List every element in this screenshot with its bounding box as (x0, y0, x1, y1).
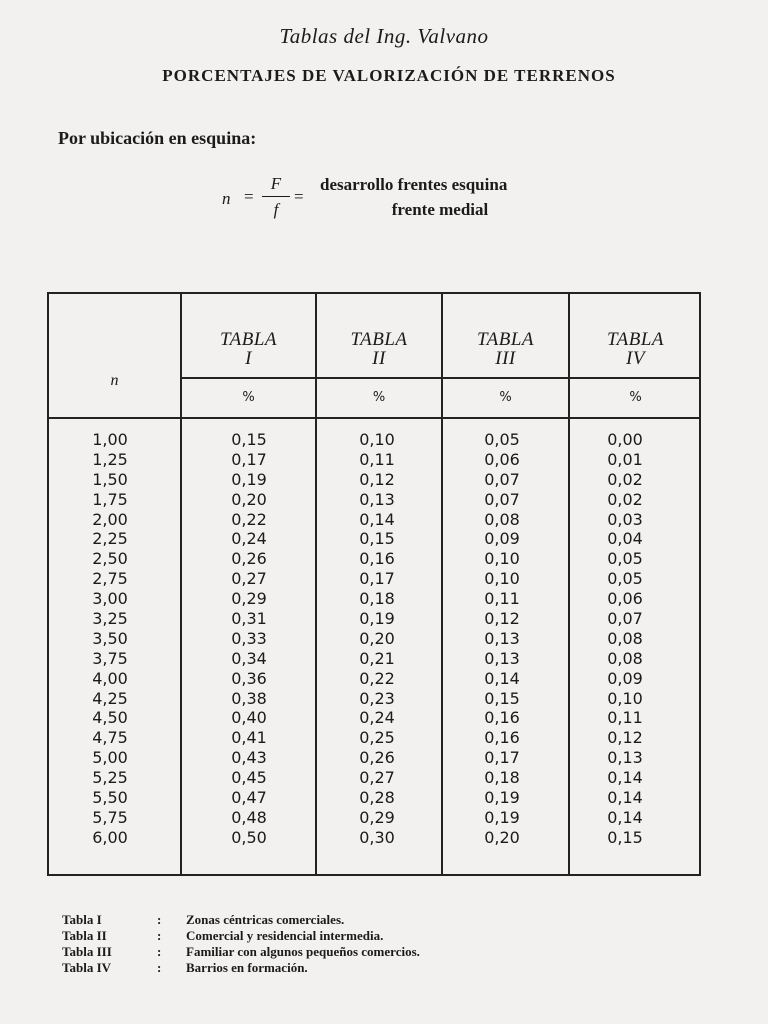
table-cell: 1,00 (92, 430, 128, 449)
table-cell: 2,00 (92, 509, 128, 529)
table-cell: 0,13 (359, 489, 395, 509)
table-cell: 0,18 (359, 589, 395, 609)
legend-separator: : (157, 960, 162, 975)
section-label: Por ubicación en esquina: (58, 128, 257, 148)
table-cell: 0,18 (484, 768, 520, 788)
table-cell: 0,17 (484, 748, 520, 768)
table-cell: 0,24 (359, 708, 395, 728)
table-cell: 0,12 (359, 469, 395, 489)
formula-description-top: desarrollo frentes esquina (320, 175, 508, 194)
formula-equals-2: = (294, 187, 304, 206)
table-cell: 4,50 (92, 708, 128, 728)
table-cell: 0,47 (231, 788, 267, 808)
table-cell: 0,19 (231, 469, 267, 489)
table-cell: 0,17 (359, 569, 395, 589)
table-cell: 0,41 (231, 728, 267, 748)
table-cell: 0,00 (607, 430, 643, 449)
table-cell: 0,38 (231, 688, 267, 708)
column-header-tabla-4: TABLA IV (606, 329, 665, 369)
table-cell: 0,17 (231, 449, 267, 469)
table-cell: 2,50 (92, 549, 128, 569)
table-cell: 0,14 (484, 668, 520, 688)
table-cell: 0,29 (359, 807, 395, 827)
table-cell: 0,26 (359, 748, 395, 768)
table-cell: 0,08 (607, 648, 643, 668)
table-cell: 0,06 (484, 449, 520, 469)
column-header-tabla-3: TABLA III (476, 329, 535, 369)
formula-fraction (262, 174, 290, 220)
table-cell: 0,26 (231, 549, 267, 569)
legend-separator: : (157, 912, 162, 927)
formula-denominator: f (273, 200, 279, 219)
table-cell: 0,06 (607, 589, 643, 609)
table-cell: 0,12 (607, 728, 643, 748)
table-cell: 0,10 (484, 549, 520, 569)
table-cell: 3,00 (92, 589, 128, 609)
valuation-table (47, 292, 701, 876)
table-cell: 0,27 (231, 569, 267, 589)
table-cell: 0,27 (359, 768, 395, 788)
table-cell: 0,04 (607, 529, 643, 549)
row-header-n: n (110, 372, 119, 389)
column-n-values (71, 430, 149, 848)
table-cell: 0,25 (359, 728, 395, 748)
document-subtitle: Tablas del Ing. Valvano (279, 24, 489, 48)
legend-label: Tabla IV (62, 960, 112, 975)
table-cell: 0,15 (231, 430, 267, 449)
table-cell: 0,21 (359, 648, 395, 668)
table-cell: 0,13 (484, 628, 520, 648)
table-cell: 4,00 (92, 668, 128, 688)
formula-description (320, 175, 560, 220)
unit-tabla-1: % (242, 390, 255, 405)
fraction-bar (262, 196, 290, 197)
table-cell: 0,30 (359, 827, 395, 847)
table-cell: 0,14 (607, 768, 643, 788)
legend-text: Familiar con algunos pequeños comercios. (186, 944, 420, 959)
table-cell: 5,75 (92, 807, 128, 827)
table-cell: 0,19 (484, 788, 520, 808)
formula-description-bottom: frente medial (391, 200, 489, 219)
table-cell: 1,75 (92, 489, 128, 509)
table-cell: 0,28 (359, 788, 395, 808)
column-tabla-4-values (575, 430, 675, 848)
table-cell: 0,29 (231, 589, 267, 609)
legend-label: Tabla I (62, 912, 102, 927)
table-cell: 0,33 (231, 628, 267, 648)
table-divider (441, 294, 443, 874)
table-cell: 6,00 (92, 827, 128, 847)
table-cell: 0,11 (607, 708, 643, 728)
table-cell: 3,75 (92, 648, 128, 668)
table-cell: 0,02 (607, 469, 643, 489)
table-divider (180, 377, 699, 379)
table-cell: 0,31 (231, 609, 267, 629)
legend-label: Tabla II (62, 928, 107, 943)
table-cell: 0,24 (231, 529, 267, 549)
table-cell: 2,75 (92, 569, 128, 589)
table-cell: 0,19 (359, 609, 395, 629)
table-cell: 0,05 (607, 549, 643, 569)
table-cell: 0,36 (231, 668, 267, 688)
table-cell: 0,20 (359, 628, 395, 648)
table-cell: 0,22 (231, 509, 267, 529)
unit-tabla-4: % (629, 390, 642, 405)
table-cell: 0,13 (484, 648, 520, 668)
column-header-tabla-1: TABLA I (219, 329, 278, 369)
table-cell: 0,20 (231, 489, 267, 509)
table-cell: 0,11 (484, 589, 520, 609)
table-divider (315, 294, 317, 874)
table-cell: 3,50 (92, 628, 128, 648)
table-divider (49, 417, 699, 419)
table-cell: 0,01 (607, 449, 643, 469)
table-cell: 0,45 (231, 768, 267, 788)
table-cell: 5,25 (92, 768, 128, 788)
table-cell: 0,07 (484, 469, 520, 489)
table-cell: 0,50 (231, 827, 267, 847)
legend-separator: : (157, 928, 162, 943)
table-cell: 0,15 (607, 827, 643, 847)
table-cell: 3,25 (92, 609, 128, 629)
table-cell: 0,05 (484, 430, 520, 449)
table-cell: 4,25 (92, 688, 128, 708)
table-cell: 0,07 (607, 609, 643, 629)
table-divider (568, 294, 570, 874)
table-cell: 0,40 (231, 708, 267, 728)
table-cell: 0,10 (484, 569, 520, 589)
column-tabla-3-values (452, 430, 552, 848)
table-divider (180, 294, 182, 874)
legend-text: Barrios en formación. (186, 960, 308, 975)
table-cell: 0,43 (231, 748, 267, 768)
table-cell: 0,09 (484, 529, 520, 549)
table-cell: 0,07 (484, 489, 520, 509)
table-cell: 0,02 (607, 489, 643, 509)
table-cell: 0,16 (484, 728, 520, 748)
table-cell: 0,10 (359, 430, 395, 449)
table-cell: 0,12 (484, 609, 520, 629)
table-cell: 0,19 (484, 807, 520, 827)
unit-tabla-2: % (372, 390, 386, 405)
table-cell: 0,14 (607, 788, 643, 808)
table-cell: 0,03 (607, 509, 643, 529)
formula-equals-1: = (244, 187, 254, 206)
column-header-tabla-2: TABLA II (350, 329, 408, 369)
table-cell: 0,34 (231, 648, 267, 668)
legend-text: Zonas céntricas comerciales. (186, 912, 345, 927)
table-cell: 0,14 (359, 509, 395, 529)
document-title: PORCENTAJES DE VALORIZACIÓN DE TERRENOS (162, 66, 616, 85)
table-cell: 5,00 (92, 748, 128, 768)
table-cell: 0,10 (607, 688, 643, 708)
table-cell: 0,13 (607, 748, 643, 768)
column-tabla-2-values (327, 430, 427, 848)
table-cell: 5,50 (92, 788, 128, 808)
table-cell: 0,23 (359, 688, 395, 708)
table-cell: 0,22 (359, 668, 395, 688)
unit-tabla-3: % (499, 390, 512, 405)
table-cell: 0,15 (359, 529, 395, 549)
formula-numerator: F (270, 174, 282, 193)
legend-text: Comercial y residencial intermedia. (186, 928, 384, 943)
table-cell: 1,25 (92, 449, 128, 469)
table-cell: 0,16 (359, 549, 395, 569)
table-cell: 1,50 (92, 469, 128, 489)
table-cell: 0,15 (484, 688, 520, 708)
table-cell: 0,16 (484, 708, 520, 728)
table-cell: 0,48 (231, 807, 267, 827)
formula (222, 172, 582, 228)
column-tabla-1-values (199, 430, 299, 848)
table-cell: 0,05 (607, 569, 643, 589)
table-cell: 0,08 (484, 509, 520, 529)
table-cell: 4,75 (92, 728, 128, 748)
table-cell: 0,09 (607, 668, 643, 688)
table-cell: 0,20 (484, 827, 520, 847)
legend-separator: : (157, 944, 162, 959)
legend-label: Tabla III (62, 944, 112, 959)
table-cell: 0,11 (359, 449, 395, 469)
table-cell: 0,14 (607, 807, 643, 827)
table-cell: 2,25 (92, 529, 128, 549)
formula-variable: n (222, 189, 231, 208)
table-cell: 0,08 (607, 628, 643, 648)
